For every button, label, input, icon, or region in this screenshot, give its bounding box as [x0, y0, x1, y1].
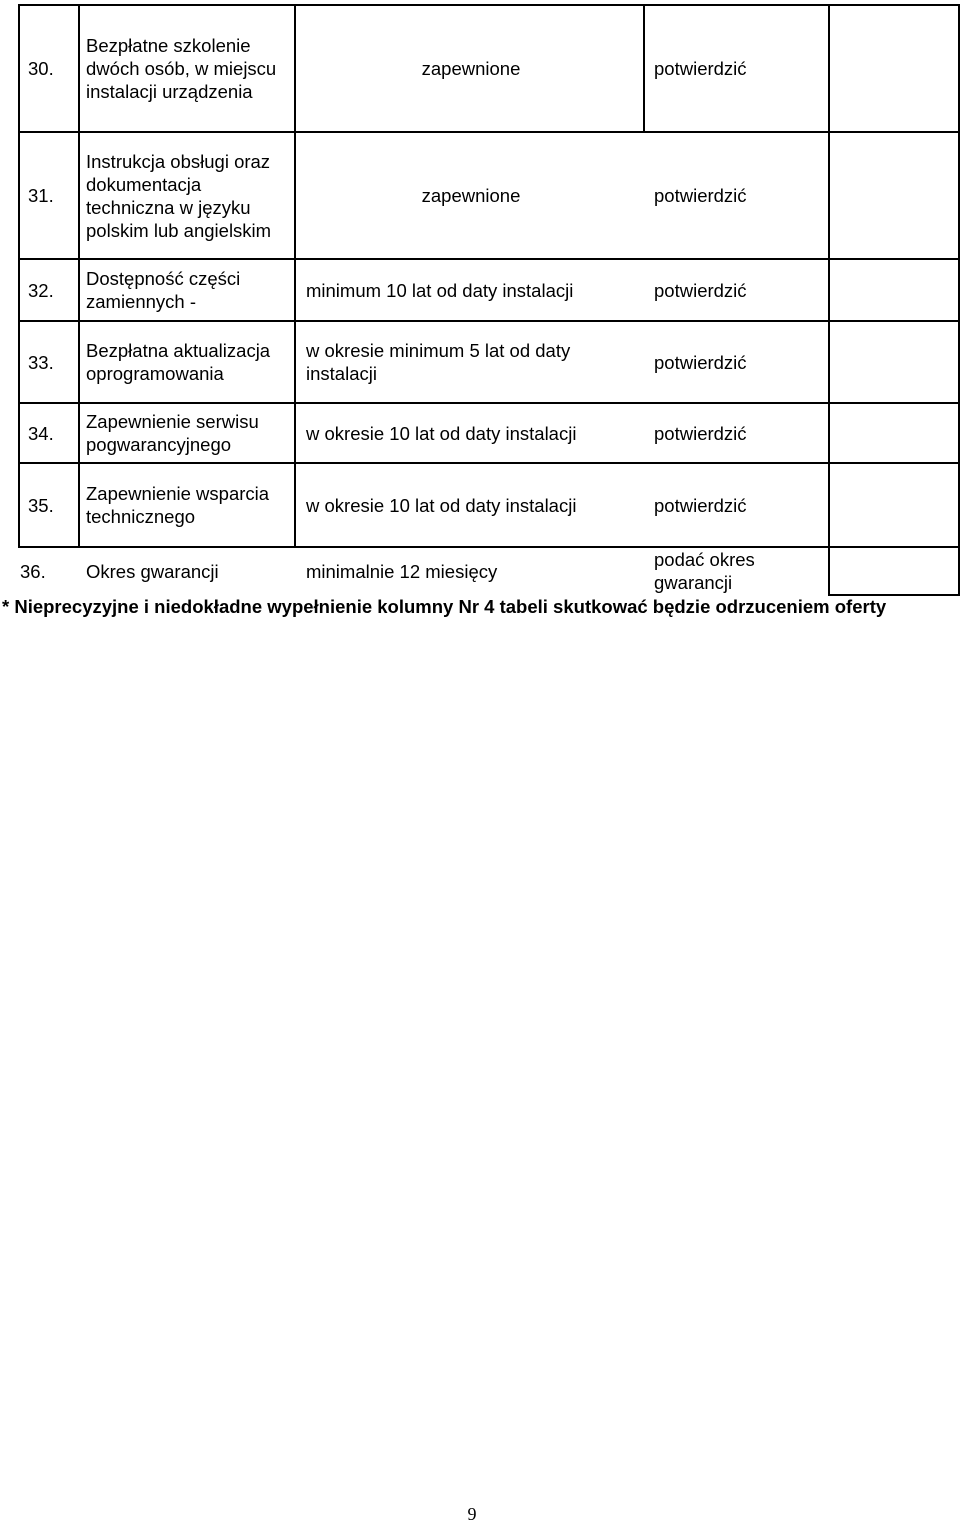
- row-confirmation: potwierdzić: [654, 58, 747, 79]
- row-number: 35.: [28, 494, 54, 516]
- row-response-cell[interactable]: [834, 548, 960, 594]
- row-requirement: w okresie minimum 5 lat od daty instalacji: [306, 340, 571, 384]
- row-response-cell[interactable]: [834, 6, 960, 131]
- row-number: 31.: [28, 185, 54, 206]
- table-row: [18, 322, 960, 402]
- row-number: 33.: [28, 351, 54, 373]
- row-item-name: Okres gwarancji: [86, 560, 219, 582]
- row-confirmation: potwierdzić: [654, 185, 747, 206]
- row-confirmation: potwierdzić: [654, 279, 747, 301]
- row-item-name: Dostępność części zamiennych -: [86, 268, 241, 312]
- table-row: [18, 548, 960, 594]
- table-row: [18, 260, 960, 320]
- row-response-cell[interactable]: [834, 322, 960, 402]
- row-requirement: zapewnione: [421, 58, 521, 79]
- row-confirmation: potwierdzić: [654, 351, 747, 373]
- row-confirmation: podać okres gwarancji: [654, 549, 755, 593]
- row-requirement: zapewnione: [421, 185, 521, 206]
- row-confirmation: potwierdzić: [654, 494, 747, 516]
- table-row: [18, 6, 960, 131]
- table-row: [18, 133, 960, 258]
- footnote: * Nieprecyzyjne i niedokładne wypełnienie kolumny Nr 4 tabeli skutkować będzie odrzuceniem oferty: [2, 596, 887, 617]
- page-number: 9: [467, 1504, 477, 1524]
- row-item-name: Zapewnienie serwisu pogwarancyjnego: [86, 411, 259, 455]
- row-response-cell[interactable]: [834, 260, 960, 320]
- row-item-name: Bezpłatne szkolenie dwóch osób, w miejscu instalacji urządzenia: [86, 35, 277, 102]
- row-response-cell[interactable]: [834, 464, 960, 546]
- row-item-name: Bezpłatna aktualizacja oprogramowania: [86, 340, 271, 384]
- row-response-cell[interactable]: [834, 133, 960, 258]
- row-item-name: Zapewnienie wsparcia technicznego: [86, 483, 270, 527]
- row-requirement: w okresie 10 lat od daty instalacji: [306, 422, 577, 444]
- row-item-name: Instrukcja obsługi oraz dokumentacja techniczna w języku polskim lub angielskim: [86, 150, 272, 241]
- row-confirmation: potwierdzić: [654, 422, 747, 444]
- row-requirement: minimum 10 lat od daty instalacji: [306, 279, 574, 301]
- row-response-cell[interactable]: [834, 404, 960, 462]
- row-number: 36.: [20, 560, 46, 582]
- row-number: 30.: [28, 58, 54, 79]
- row-requirement: minimalnie 12 miesięcy: [306, 560, 498, 582]
- row-number: 32.: [28, 279, 54, 301]
- table-row: [18, 404, 960, 462]
- row-number: 34.: [28, 422, 54, 444]
- table-row: [18, 464, 960, 546]
- row-requirement: w okresie 10 lat od daty instalacji: [306, 494, 577, 516]
